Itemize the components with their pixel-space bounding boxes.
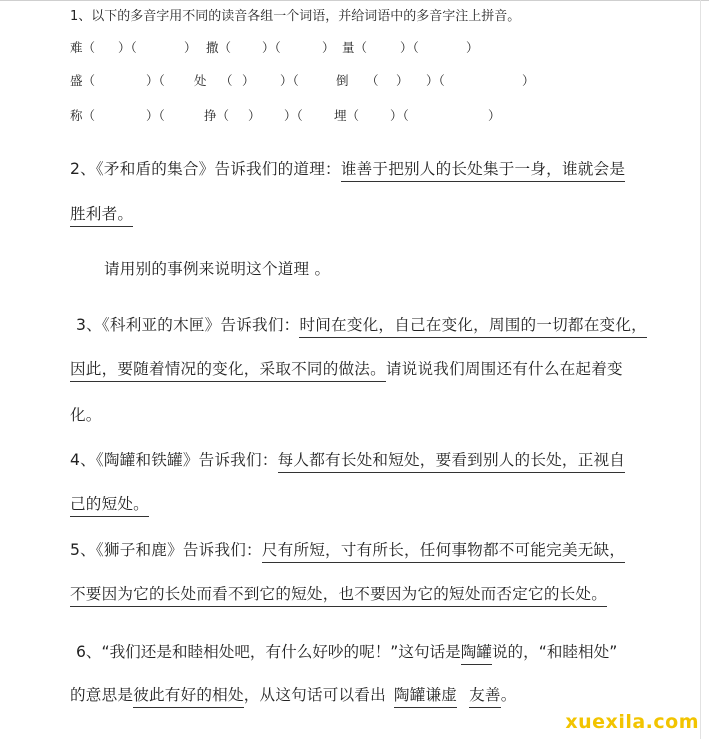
q4-answer: 每人都有长处和短处，要看到别人的长处，正视自 [278,451,625,473]
q1-row2-cell: ）（ [280,73,299,88]
q1-row2-cell: ） [522,73,535,88]
q6-meaning: 彼此有好的相处 [133,686,244,708]
q3-question: 请说说我们周围还有什么在起着变 [385,360,623,378]
q1-row1-cell: ） [184,40,197,55]
q2-line-2 [70,207,133,223]
q1-row3-cell: ） [248,108,261,123]
q3-line-2 [70,362,623,378]
q3-prefix: 3、《科利亚的木匣》告诉我们： [76,316,300,334]
right-border [700,0,701,739]
q5-prefix: 5、《狮子和鹿》告诉我们： [70,541,262,559]
q1-row2-cell: 倒 [336,73,349,88]
q2-line-1 [70,162,625,178]
q1-row2-cell: ） [242,73,255,88]
q6-line-1 [76,645,617,661]
q6-inference-label: ，从这句话可以看出 [243,686,386,704]
q4-prefix: 4、《陶罐和铁罐》告诉我们： [70,451,278,469]
q6-quote-tail: 说的，“和睦相处” [491,643,618,661]
q1-row2-cell: ）（ [426,73,445,88]
q1-row2-cell: （ [366,73,379,88]
q2-prompt: 请用别的事例来说明这个道理 。 [104,260,331,278]
q6-answer-1: 陶罐谦虚 [394,686,457,708]
q1-row3-cell: ）（ [390,108,409,123]
q5-answer: 尺有所短，寸有所长，任何事物都不可能完美无缺， [262,541,625,563]
q6-meaning-label: 的意思是 [70,686,134,704]
q6-answer-2: 友善 [469,686,501,708]
q6-speaker: 陶罐 [461,643,492,665]
q1-row1-cell: ）（ [262,40,281,55]
q1-row3-cell: 埋（ [334,108,360,123]
q1-row3-cell: 挣（ [204,108,230,123]
q5-answer-continued: 不要因为它的长处而看不到它的短处，也不要因为它的短处而否定它的长处。 [70,585,607,607]
q1-row3-cell: ）（ [146,108,165,123]
q2-answer-continued: 胜利者。 [70,205,133,227]
q5-line-1 [70,543,625,559]
q6-line-2 [70,688,516,704]
q1-row3-cell: ） [488,108,501,123]
q6-quote: 6、“我们还是和睦相处吧，有什么好吵的呢！”这句话是 [76,643,461,661]
q1-row2-cell: 盛（ [70,73,96,88]
q1-row2-cell: ）（ [146,73,165,88]
q4-line-2 [70,497,149,513]
q1-row3-cell: 称（ [70,108,96,123]
q2-prefix: 2、《矛和盾的集合》告诉我们的道理： [70,160,341,178]
q2-answer: 谁善于把别人的长处集于一身，谁就会是 [341,160,625,182]
q1-row2-cell: 处 [194,73,207,88]
q1-row2-cell: ） [396,73,409,88]
q3-answer-continued: 因此，要随着情况的变化，采取不同的做法。 [70,360,386,382]
q5-line-2 [70,587,607,603]
q1-row1-cell: ）（ [400,40,419,55]
q3-line-3: 化。 [70,406,102,424]
q1-row1-cell: 难（ [70,40,96,55]
q1-row2-cell: （ [220,73,233,88]
q1-row1-cell: 撒（ [206,40,232,55]
q1-title: 1、以下的多音字用不同的读音各组一个词语，并给词语中的多音字注上拼音。 [70,9,521,24]
q1-row1-cell: ）（ [118,40,137,55]
q1-row1-cell: ） [322,40,335,55]
watermark-logo: xuexila.com [565,711,699,733]
q3-line-1 [76,318,647,334]
top-border [0,0,709,1]
q1-row1-cell: ） [466,40,479,55]
q4-line-1 [70,453,625,469]
q1-row3-cell: ）（ [284,108,303,123]
q3-answer: 时间在变化，自己在变化，周围的一切都在变化， [299,316,646,338]
q1-row1-cell: 量（ [342,40,368,55]
q4-answer-continued: 己的短处。 [70,495,149,517]
q6-end: 。 [500,686,517,704]
